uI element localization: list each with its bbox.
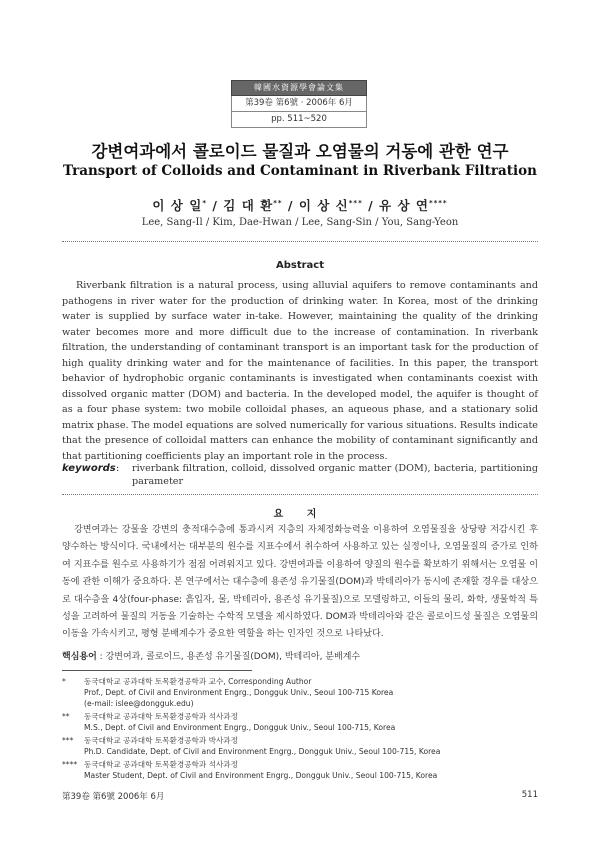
footnote-1-mark: *	[62, 677, 66, 686]
footnote-2-line-2: M.S., Dept. of Civil and Environment Engrg., Dongguk Univ., Seoul 100-715, Korea	[84, 723, 396, 732]
volume-issue: 第39卷 第6號 · 2006年 6月	[231, 96, 367, 112]
author-1: 이 상 일	[152, 198, 203, 213]
footnote-1-line-2: Prof., Dept. of Civil and Environment Engrg., Dongguk Univ., Seoul 100-715 Korea	[84, 688, 394, 697]
yoji-text: 강변여과는 강물을 강변의 충적대수층에 통과시켜 지층의 자체정화능력을 이용하여 오염물질을 상당량 저감시킨 후 양수하는 방식이다. 국내에서는 대부분의 원수를 지표수에서 취수하여 사용하고 있는 실정이나, 오염물질의 증가로 인하여 지표수를 원수로 사용하기가 점점 어려워지고 있다. 강변여과를 이용하여 양질의 원수를 확보하기 위해서는 오염물 이동에 관한 이해가 중요하다. 본 연구에서는 대수층에 용존성 유기물질(DOM)과 박테리아가 동시에 존재할 경우를 대상으로 대수층을 4상(four-phase: 흙입자, 물, 박테리아, 용존성 유기물질)으로 모델링하고, 이들의 물리, 화학, 생물학적 특성을 고려하여 물질의 거동을 기술하는 수학적 모델을 제시하였다. DOM과 박테리아와 같은 콜로이드성 물질은 오염물의 이동을 가속시키고, 평형 분배계수가 중요한 역할을 하는 인자인 것으로 나타났다.	[62, 525, 538, 640]
keywords-separator: :	[116, 463, 120, 474]
abstract-heading: Abstract	[275, 260, 325, 271]
keywords-text: riverbank filtration, colloid, dissolved organic matter (DOM), bacteria, partitioning parameter	[132, 463, 538, 487]
footnote-1-line-1: 동국대학교 공과대학 토목환경공학과 교수, Corresponding Author	[84, 677, 312, 686]
footnote-4-line-1: 동국대학교 공과대학 토목환경공학과 석사과정	[84, 760, 238, 769]
footer-issue: 第39卷 第6號 2006年 6月	[62, 792, 165, 802]
author-3-mark: ***	[348, 198, 363, 207]
authors-english: Lee, Sang-Il / Kim, Dae-Hwan / Lee, Sang-Sin / You, Sang-Yeon	[141, 217, 459, 228]
title-korean: 강변여과에서 콜로이드 물질과 오염물의 거동에 관한 연구	[91, 142, 509, 161]
divider	[62, 241, 538, 242]
keywords-label: keywords	[62, 463, 116, 474]
footnote-3-mark: ***	[62, 736, 74, 745]
keywords-korean	[62, 649, 538, 662]
footnote-2-line-1: 동국대학교 공과대학 토목환경공학과 석사과정	[84, 712, 238, 721]
page-number: 511	[521, 790, 538, 800]
footnote-1-line-3: (e-mail: islee@dongguk.edu)	[84, 699, 194, 708]
author-3: 이 상 신	[298, 198, 349, 213]
footnote-3-line-2: Ph.D. Candidate, Dept. of Civil and Environment Engrg., Dongguk Univ., Seoul 100-715, Korea	[84, 747, 441, 756]
author-2-mark: **	[273, 198, 283, 207]
page-range: pp. 511~520	[231, 112, 367, 128]
author-2: 김 대 환	[223, 198, 274, 213]
keywords-korean-label: 핵심용어	[62, 652, 97, 662]
author-4-mark: ****	[428, 198, 448, 207]
journal-name: 韓國水資源學會論文集	[231, 80, 367, 96]
footnote-4-mark: ****	[62, 760, 78, 769]
keywords-korean-text: 강변여과, 콜로이드, 용존성 유기물질(DOM), 박테리아, 분배계수	[105, 652, 361, 662]
author-4: 유 상 연	[379, 198, 429, 213]
yoji-heading: 요 지	[273, 509, 327, 520]
journal-header-box	[231, 80, 367, 128]
footnote-3-line-1: 동국대학교 공과대학 토목환경공학과 박사과정	[84, 736, 238, 745]
footnote-4-line-2: Master Student, Dept. of Civil and Environment Engrg., Dongguk Univ., Seoul 100-715, Korea	[84, 771, 438, 780]
footnote-rule	[62, 670, 252, 671]
keywords-korean-separator: :	[99, 652, 103, 662]
divider	[62, 494, 538, 495]
footnote-2-mark: **	[62, 712, 70, 721]
abstract-text: Riverbank filtration is a natural process, using alluvial aquifers to remove contaminants and pathogens in river water for the production of drinking water. In Korea, most of the drinking water is supplied by surface water in-take. However, maintaining the quality of the drinking water becomes more and more difficult due to the increase of contamination. In riverbank filtration, the understanding of contaminant transport is an important task for the production of high quality drinking water and for the maintenance of facilities. In this paper, the transport behavior of hydrophobic organic contaminants is investigated when contaminants coexist with dissolved organic matter (DOM) and bacteria. In the developed model, the aquifer is thought of as a four phase system: two mobile colloidal phases, an aqueous phase, and a stationary solid matrix phase. The model equations are solved numerically for various situations. Results indicate that the presence of colloidal matters can enhance the mobility of contaminant significantly and that partitioning coefficients play an important role in the process.	[62, 280, 538, 462]
author-1-mark: *	[202, 198, 207, 207]
title-english: Transport of Colloids and Contaminant in Riverbank Filtration	[63, 163, 537, 179]
authors-korean: 이 상 일* / 김 대 환** / 이 상 신*** / 유 상 연****	[152, 198, 448, 213]
